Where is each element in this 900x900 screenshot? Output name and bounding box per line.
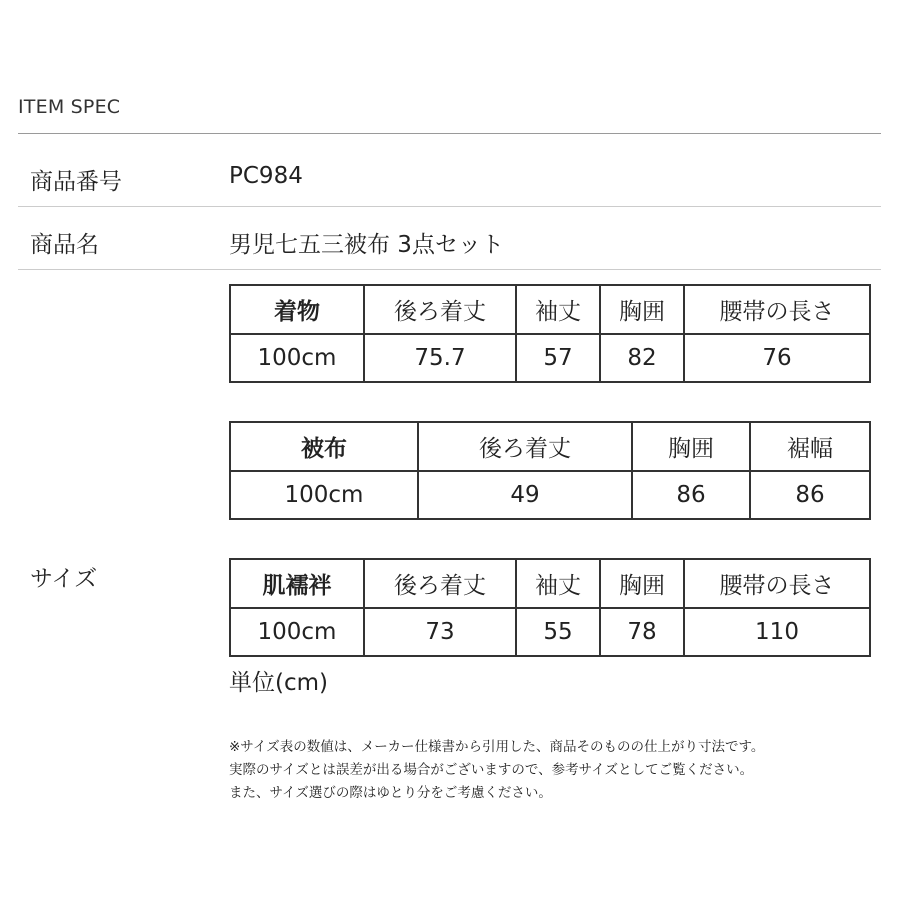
- header-cell: 腰帯の長さ: [684, 559, 870, 608]
- size-label: サイズ: [30, 566, 98, 592]
- table-value-row: [230, 334, 870, 382]
- size-notes: [229, 736, 764, 805]
- header-cell: 腰帯の長さ: [684, 285, 870, 334]
- value-cell: 73: [364, 608, 516, 656]
- note-line: 実際のサイズとは誤差が出る場合がございますので、参考サイズとしてご覧ください。: [229, 762, 754, 778]
- kimono-size-table: [229, 284, 871, 383]
- value-cell: 82: [600, 334, 684, 382]
- value-cell: 76: [684, 334, 870, 382]
- item-name-cell: 被布: [230, 422, 418, 471]
- value-cell: 110: [684, 608, 870, 656]
- header-cell: 胸囲: [600, 285, 684, 334]
- hifu-size-table: [229, 421, 871, 520]
- unit-note: 単位(cm): [229, 670, 328, 696]
- header-cell: 袖丈: [516, 559, 600, 608]
- row-divider: [18, 269, 881, 270]
- table-header-row: [230, 285, 870, 334]
- header-cell: 後ろ着丈: [418, 422, 632, 471]
- note-line: また、サイズ選びの際はゆとり分をご考慮ください。: [229, 785, 552, 801]
- table-header-row: [230, 559, 870, 608]
- value-cell: 86: [632, 471, 750, 519]
- hadajuban-size-table: [229, 558, 871, 657]
- header-cell: 胸囲: [600, 559, 684, 608]
- table-value-row: [230, 471, 870, 519]
- table-value-row: [230, 608, 870, 656]
- header-cell: 胸囲: [632, 422, 750, 471]
- item-spec-heading: ITEM SPEC: [18, 96, 121, 118]
- row-divider: [18, 206, 881, 207]
- value-cell: 49: [418, 471, 632, 519]
- item-name-cell: 着物: [230, 285, 364, 334]
- product-name-label: 商品名: [30, 232, 99, 258]
- value-cell: 100cm: [230, 471, 418, 519]
- value-cell: 86: [750, 471, 870, 519]
- table-header-row: [230, 422, 870, 471]
- value-cell: 55: [516, 608, 600, 656]
- product-number-value: PC984: [229, 163, 303, 189]
- header-cell: 裾幅: [750, 422, 870, 471]
- header-cell: 後ろ着丈: [364, 285, 516, 334]
- header-cell: 袖丈: [516, 285, 600, 334]
- value-cell: 100cm: [230, 334, 364, 382]
- value-cell: 75.7: [364, 334, 516, 382]
- value-cell: 78: [600, 608, 684, 656]
- value-cell: 100cm: [230, 608, 364, 656]
- note-line: ※サイズ表の数値は、メーカー仕様書から引用した、商品そのものの仕上がり寸法です。: [229, 739, 765, 755]
- heading-divider: [18, 133, 881, 134]
- product-name-value: 男児七五三被布 3点セット: [229, 232, 504, 258]
- value-cell: 57: [516, 334, 600, 382]
- product-number-label: 商品番号: [30, 169, 122, 195]
- item-name-cell: 肌襦袢: [230, 559, 364, 608]
- header-cell: 後ろ着丈: [364, 559, 516, 608]
